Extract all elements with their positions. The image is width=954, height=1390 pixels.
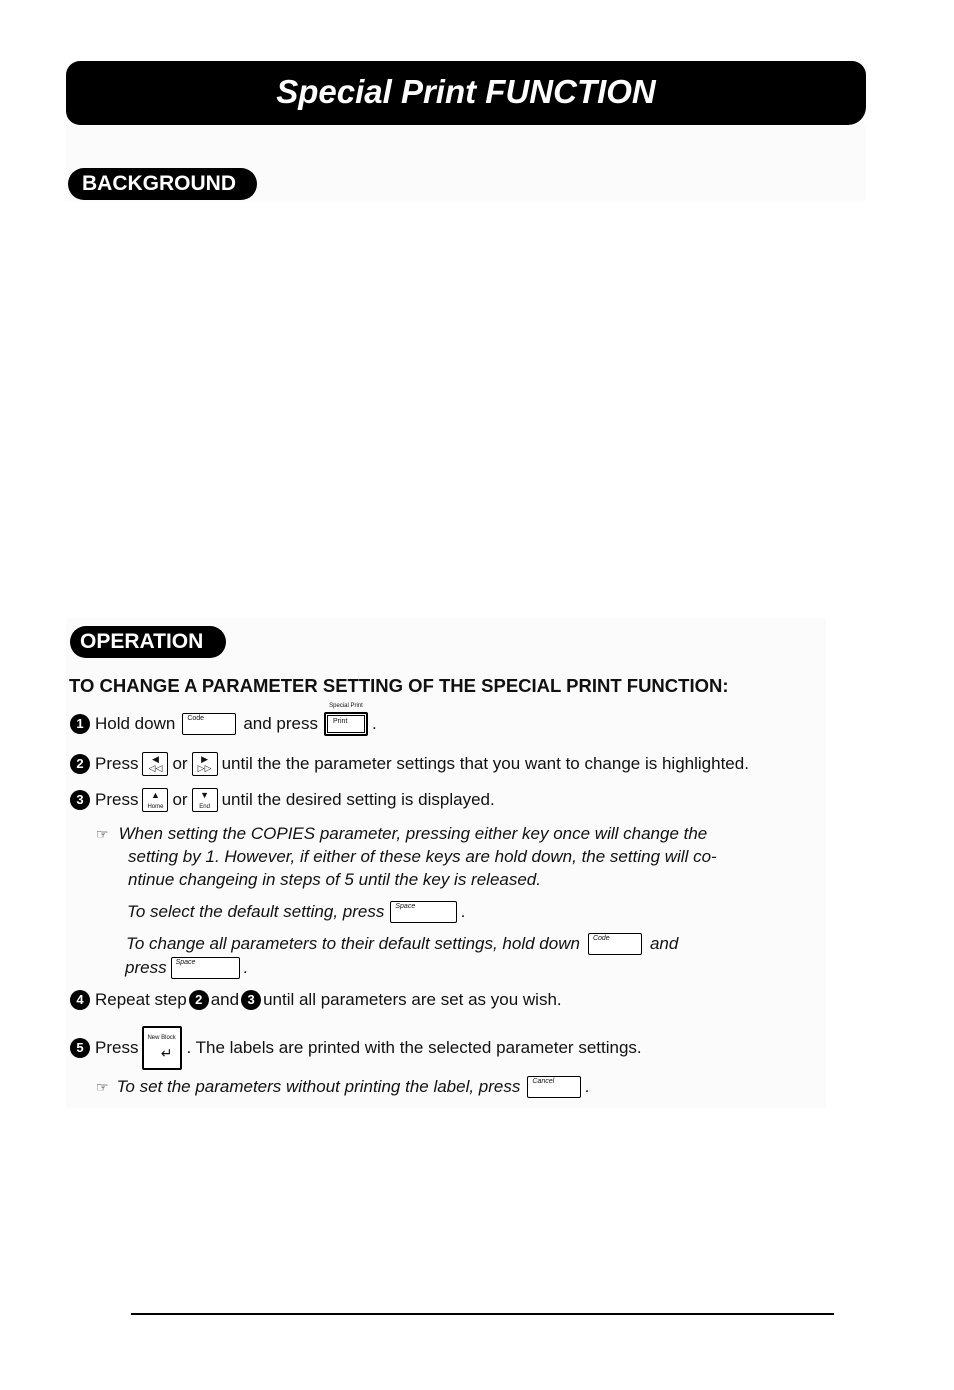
note-copies-line-3: ntinue changeing in steps of 5 until the key is released.	[128, 870, 541, 889]
code-key-icon	[588, 933, 642, 955]
key-label: Code	[187, 715, 205, 722]
footer-divider	[131, 1313, 834, 1315]
step-text: and	[210, 990, 240, 1009]
step-text: until the desired setting is displayed.	[221, 790, 495, 809]
key-label: End	[199, 804, 210, 810]
background-heading: BACKGROUND	[68, 168, 257, 200]
print-key-icon	[324, 703, 368, 736]
space-key-icon	[390, 901, 457, 923]
note-all-defaults-line-2	[125, 957, 248, 979]
step-text: .	[372, 714, 377, 733]
step-reference: 2	[189, 990, 209, 1010]
key-label: Code	[592, 935, 610, 942]
note-text: .	[243, 958, 249, 977]
key-label: Home	[147, 804, 164, 810]
space-key-icon	[171, 957, 240, 979]
key-top-label: Special Print	[329, 703, 363, 709]
right-arrow-icon: ▶	[201, 754, 209, 764]
note-text: .	[585, 1077, 591, 1096]
left-arrow-key-icon	[142, 752, 168, 776]
step-number: 3	[70, 790, 90, 810]
note-default	[127, 901, 466, 923]
double-right-arrow-icon: ▷▷	[197, 763, 212, 773]
step-reference: 3	[241, 990, 261, 1010]
step-2	[70, 752, 749, 776]
down-arrow-icon: ▼	[200, 790, 210, 800]
step-text: Press	[95, 1038, 139, 1057]
down-end-key-icon	[192, 788, 218, 812]
page-title: Special Print FUNCTION	[276, 73, 656, 110]
double-left-arrow-icon: ◁◁	[148, 763, 163, 773]
left-arrow-icon: ◀	[152, 754, 159, 764]
key-label: Space	[175, 959, 196, 966]
step-1	[70, 703, 377, 736]
right-arrow-key-icon	[192, 752, 218, 776]
step-3	[70, 788, 495, 812]
note-text: .	[461, 902, 467, 921]
note-copies-line-2: setting by 1. However, if either of these keys are hold down, the setting will co-	[128, 847, 717, 866]
pointing-hand-icon: ☞	[96, 1078, 109, 1095]
operation-subheading: TO CHANGE A PARAMETER SETTING OF THE SPECIAL PRINT FUNCTION:	[69, 675, 729, 696]
step-5	[70, 1026, 642, 1070]
step-number: 1	[70, 714, 90, 734]
note-all-defaults-line-1	[126, 933, 678, 955]
step-text: or	[172, 754, 188, 773]
step-4	[70, 990, 562, 1010]
return-arrow-icon: ↵	[160, 1045, 173, 1061]
note-text: When setting the COPIES parameter, pressing either key once will change the	[118, 824, 708, 843]
key-label: Cancel	[532, 1078, 555, 1085]
step-number: 5	[70, 1038, 90, 1058]
note-text: To change all parameters to their default settings, hold down	[126, 934, 580, 953]
code-key-icon	[182, 713, 236, 735]
step-text: until the the parameter settings that you want to change is highlighted.	[221, 754, 749, 773]
up-arrow-icon: ▲	[151, 790, 160, 800]
operation-heading: OPERATION	[70, 626, 226, 658]
note-copies-line-1	[96, 824, 707, 844]
step-text: until all parameters are set as you wish.	[263, 990, 562, 1009]
key-label: New Block	[147, 1035, 176, 1041]
key-label: Space	[395, 903, 416, 910]
note-text: To set the parameters without printing the label, press	[116, 1077, 521, 1096]
up-home-key-icon	[142, 788, 168, 812]
step-text: Hold down	[95, 714, 176, 733]
step-text: or	[172, 790, 188, 809]
pointing-hand-icon: ☞	[96, 825, 109, 842]
step-text: Press	[95, 754, 139, 773]
step-text: . The labels are printed with the selected parameter settings.	[186, 1038, 642, 1057]
cancel-key-icon	[527, 1076, 581, 1098]
note-text: and	[649, 934, 679, 953]
step-text: Repeat step	[95, 990, 187, 1009]
note-cancel	[96, 1076, 590, 1098]
title-bar	[66, 61, 866, 125]
step-text: and press	[243, 714, 318, 733]
step-number: 2	[70, 754, 90, 774]
note-text: press	[125, 958, 167, 977]
step-number: 4	[70, 990, 90, 1010]
new-block-key-icon	[142, 1026, 182, 1070]
key-label: Print	[333, 718, 348, 725]
step-text: Press	[95, 790, 139, 809]
note-text: To select the default setting, press	[127, 902, 385, 921]
